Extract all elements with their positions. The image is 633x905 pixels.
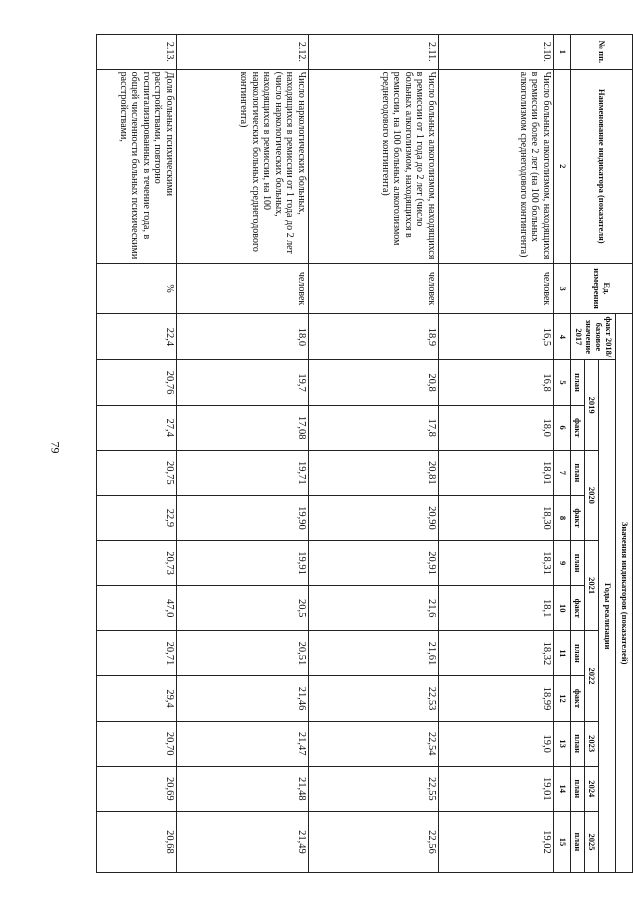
unit-cell: человек: [439, 263, 554, 313]
value-cell: 20,73: [97, 541, 177, 586]
value-cell: 18,0: [439, 405, 554, 450]
value-cell: 18,0: [177, 314, 309, 360]
column-number: 8: [554, 495, 571, 540]
column-number: 7: [554, 450, 571, 495]
header-plan: план: [571, 766, 585, 811]
header-group: Значения индикаторов (показателей): [616, 314, 633, 873]
value-cell: 18,30: [439, 495, 554, 540]
value-cell: 20,70: [97, 721, 177, 766]
indicator-name: Число больных алкоголизмом, находящихся в ремиссии от 1 года до 2 лет (число больных алкоголизмом, находящихся в ремиссии, на 100 больных алкоголизмом среднегодового контингента): [309, 69, 439, 263]
header-fact: факт: [571, 586, 585, 631]
value-cell: 20,68: [97, 811, 177, 872]
value-cell: 18,1: [439, 586, 554, 631]
value-cell: 19,71: [177, 450, 309, 495]
page-number: 79: [48, 441, 63, 454]
value-cell: 21,48: [177, 766, 309, 811]
value-cell: 27,4: [97, 405, 177, 450]
column-number-row: [554, 35, 571, 873]
unit-cell: %: [97, 263, 177, 313]
value-cell: 20,8: [309, 360, 439, 405]
row-number: 2.10.: [439, 35, 554, 70]
header-year: 2024: [585, 766, 599, 811]
rotated-table-wrapper: [95, 34, 633, 873]
unit-cell: человек: [309, 263, 439, 313]
value-cell: 22,55: [309, 766, 439, 811]
header-no: № пп.: [571, 35, 633, 70]
column-number: 15: [554, 811, 571, 872]
row-number: 2.12.: [177, 35, 309, 70]
value-cell: 21,6: [309, 586, 439, 631]
value-cell: 18,99: [439, 676, 554, 721]
header-plan: план: [571, 360, 585, 405]
value-cell: 18,31: [439, 541, 554, 586]
column-number: 9: [554, 541, 571, 586]
value-cell: 22,56: [309, 811, 439, 872]
table-row: [177, 35, 309, 873]
column-number: 2: [554, 69, 571, 263]
value-cell: 16,8: [439, 360, 554, 405]
value-cell: 22,9: [97, 495, 177, 540]
table-row: [439, 35, 554, 873]
value-cell: 16,5: [439, 314, 554, 360]
value-cell: 20,81: [309, 450, 439, 495]
header-name: Наименование индикатора (показателя): [571, 69, 633, 263]
header-plan: план: [571, 450, 585, 495]
value-cell: 19,91: [177, 541, 309, 586]
unit-cell: человек: [177, 263, 309, 313]
value-cell: 19,0: [439, 721, 554, 766]
column-number: 3: [554, 263, 571, 313]
column-number: 4: [554, 314, 571, 360]
table-row: [309, 35, 439, 873]
header-fact: факт: [571, 405, 585, 450]
value-cell: 18,9: [309, 314, 439, 360]
value-cell: 21,61: [309, 631, 439, 676]
value-cell: 18,32: [439, 631, 554, 676]
column-number: 13: [554, 721, 571, 766]
value-cell: 20,51: [177, 631, 309, 676]
header-fact: факт: [571, 495, 585, 540]
header-year: 2023: [585, 721, 599, 766]
table-body: [97, 35, 554, 873]
column-number: 5: [554, 360, 571, 405]
header-year: 2025: [585, 811, 599, 872]
column-number: 6: [554, 405, 571, 450]
value-cell: 19,01: [439, 766, 554, 811]
header-fact: факт: [571, 676, 585, 721]
value-cell: 47,0: [97, 586, 177, 631]
column-number: 14: [554, 766, 571, 811]
header-year: 2022: [585, 631, 599, 721]
value-cell: 19,02: [439, 811, 554, 872]
value-cell: 22,54: [309, 721, 439, 766]
column-number: 1: [554, 35, 571, 70]
value-cell: 20,69: [97, 766, 177, 811]
value-cell: 19,7: [177, 360, 309, 405]
header-years-group: Годы реализации: [599, 360, 616, 873]
column-number: 11: [554, 631, 571, 676]
header-year: 2020: [585, 450, 599, 540]
column-number: 10: [554, 586, 571, 631]
value-cell: 29,4: [97, 676, 177, 721]
header-plan: план: [571, 541, 585, 586]
value-cell: 20,5: [177, 586, 309, 631]
value-cell: 20,91: [309, 541, 439, 586]
value-cell: 21,47: [177, 721, 309, 766]
indicator-table: [96, 34, 633, 873]
value-cell: 20,90: [309, 495, 439, 540]
header-plan: план: [571, 811, 585, 872]
value-cell: 20,71: [97, 631, 177, 676]
header-plan: план: [571, 631, 585, 676]
header-year: 2019: [585, 360, 599, 450]
header-base: факт 2018/базовое значение 2017: [571, 314, 616, 360]
value-cell: 22,4: [97, 314, 177, 360]
value-cell: 17,8: [309, 405, 439, 450]
value-cell: 20,75: [97, 450, 177, 495]
value-cell: 20,76: [97, 360, 177, 405]
header-year: 2021: [585, 541, 599, 631]
value-cell: 22,53: [309, 676, 439, 721]
indicator-name: Число больных алкоголизмом, находящихся в ремиссии более 2 лет (на 100 больных алкоголизмом среднегодового контингента): [439, 69, 554, 263]
value-cell: 21,46: [177, 676, 309, 721]
header-plan: план: [571, 721, 585, 766]
column-number: 12: [554, 676, 571, 721]
value-cell: 19,90: [177, 495, 309, 540]
table-row: [97, 35, 177, 873]
value-cell: 18,01: [439, 450, 554, 495]
value-cell: 17,08: [177, 405, 309, 450]
value-cell: 21,49: [177, 811, 309, 872]
row-number: 2.11.: [309, 35, 439, 70]
indicator-name: Доля больных психическими расстройствами, повторно госпитализированных в течение года, в общей численности больных психическими расстройствами,: [97, 69, 177, 263]
header-unit: Ед. измерения: [571, 263, 633, 313]
row-number: 2.13.: [97, 35, 177, 70]
indicator-name: Число наркологических больных, находящихся в ремиссии от 1 года до 2 лет (число наркологических больных, находящихся в ремиссии, на 100 наркологических больных среднегодового контингента): [177, 69, 309, 263]
